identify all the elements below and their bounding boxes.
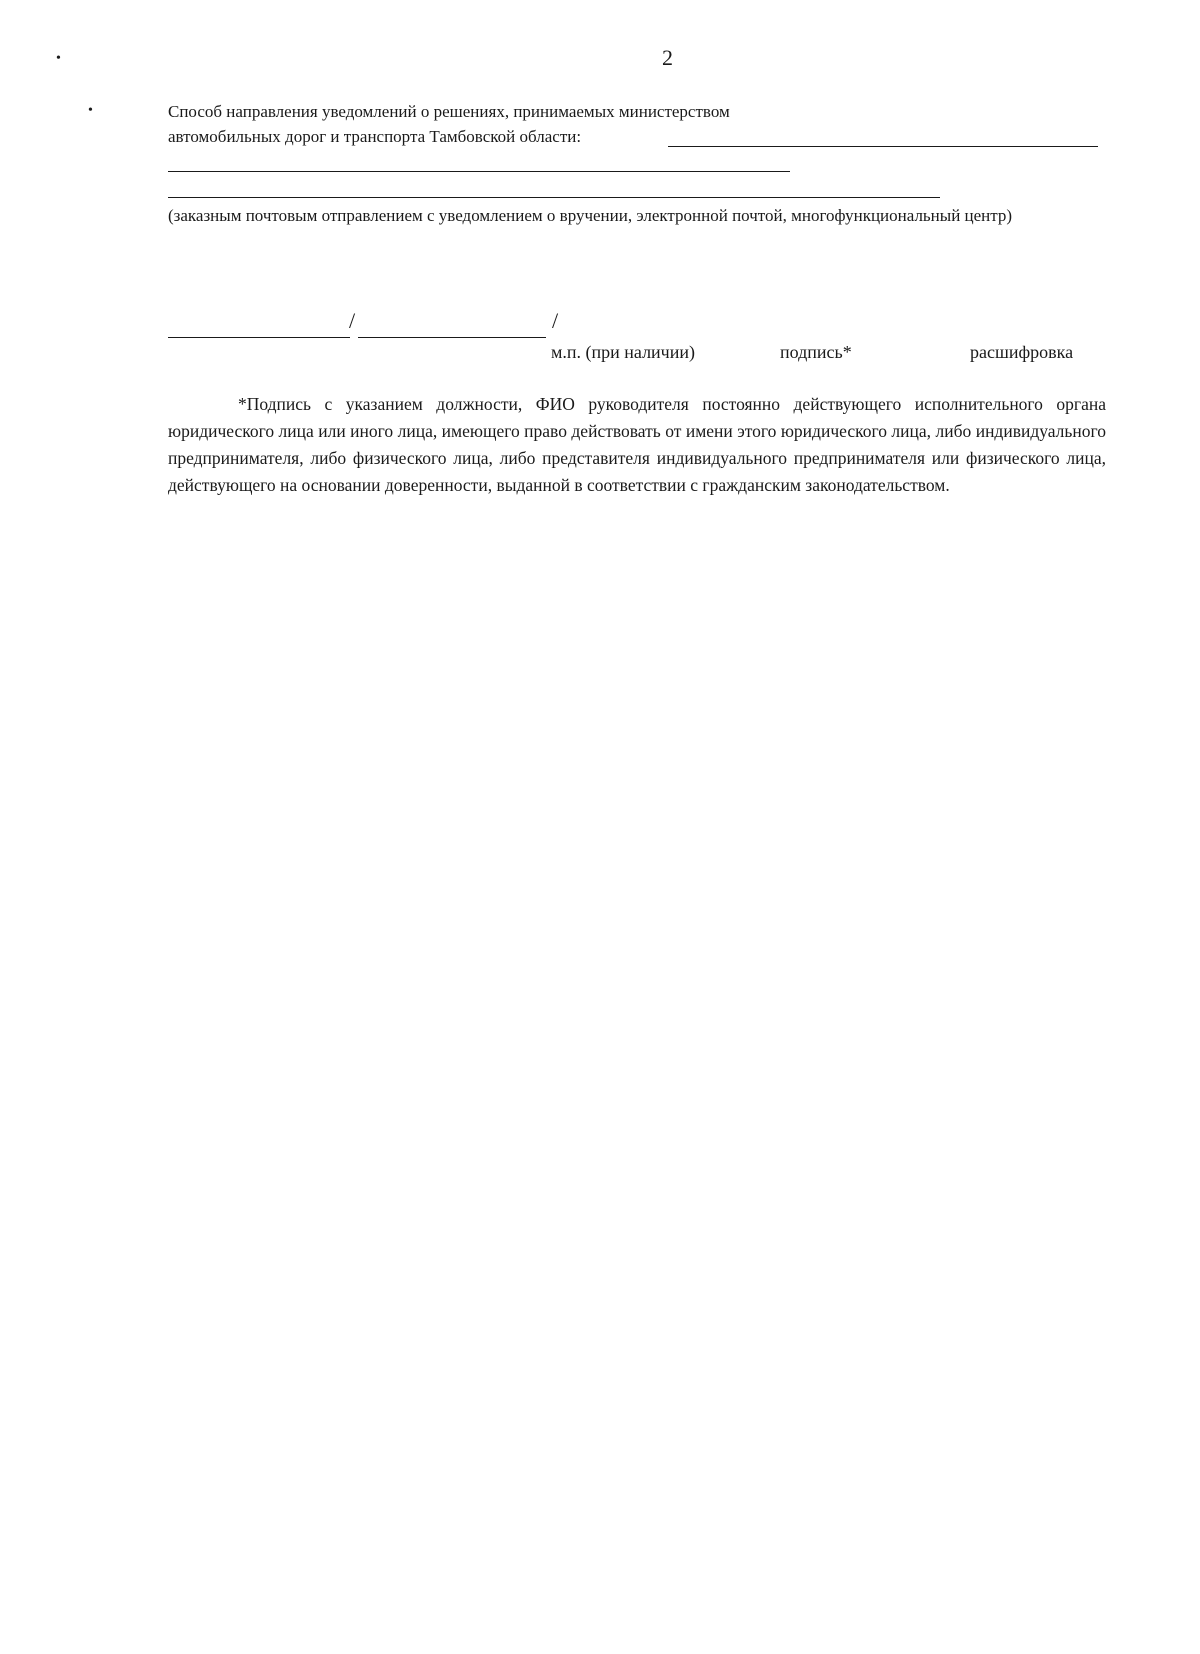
page-number: 2 [662,45,673,70]
signature-caption: подпись* [780,342,852,362]
seal-blank-line[interactable] [168,337,350,338]
signature-blank-line[interactable] [358,337,546,338]
notification-method-blank-line[interactable] [168,197,940,198]
signature-decoding-caption: расшифровка [970,342,1074,362]
notification-method-blank-line[interactable] [668,146,1098,147]
signature-separator: / [349,308,356,333]
scan-speck: • [56,51,61,66]
signature-footnote: *Подпись с указанием должности, ФИО руководителя постоянно действующего исполнительного органа юридического лица или иного лица, имеющего право действовать от имени этого юридического лица, либо индивидуального предпринимателя, либо физического лица, либо представителя индивидуального предпринимателя или физического лица, действующего на основании доверенности, выданной в соответствии с гражданским законодательством. [168,394,1106,495]
notification-method-blank-line[interactable] [168,171,790,172]
scan-speck: • [88,103,93,118]
notification-method-hint: (заказным почтовым отправлением с уведомлением о вручении, электронной почтой, многофункциональный центр) [168,206,1013,225]
signature-separator: / [552,308,559,333]
notification-method-label-line-1: Способ направления уведомлений о решениях, принимаемых министерством [168,102,730,121]
seal-caption: м.п. (при наличии) [551,342,695,362]
notification-method-label-line-2: автомобильных дорог и транспорта Тамбовской области: [168,127,582,146]
